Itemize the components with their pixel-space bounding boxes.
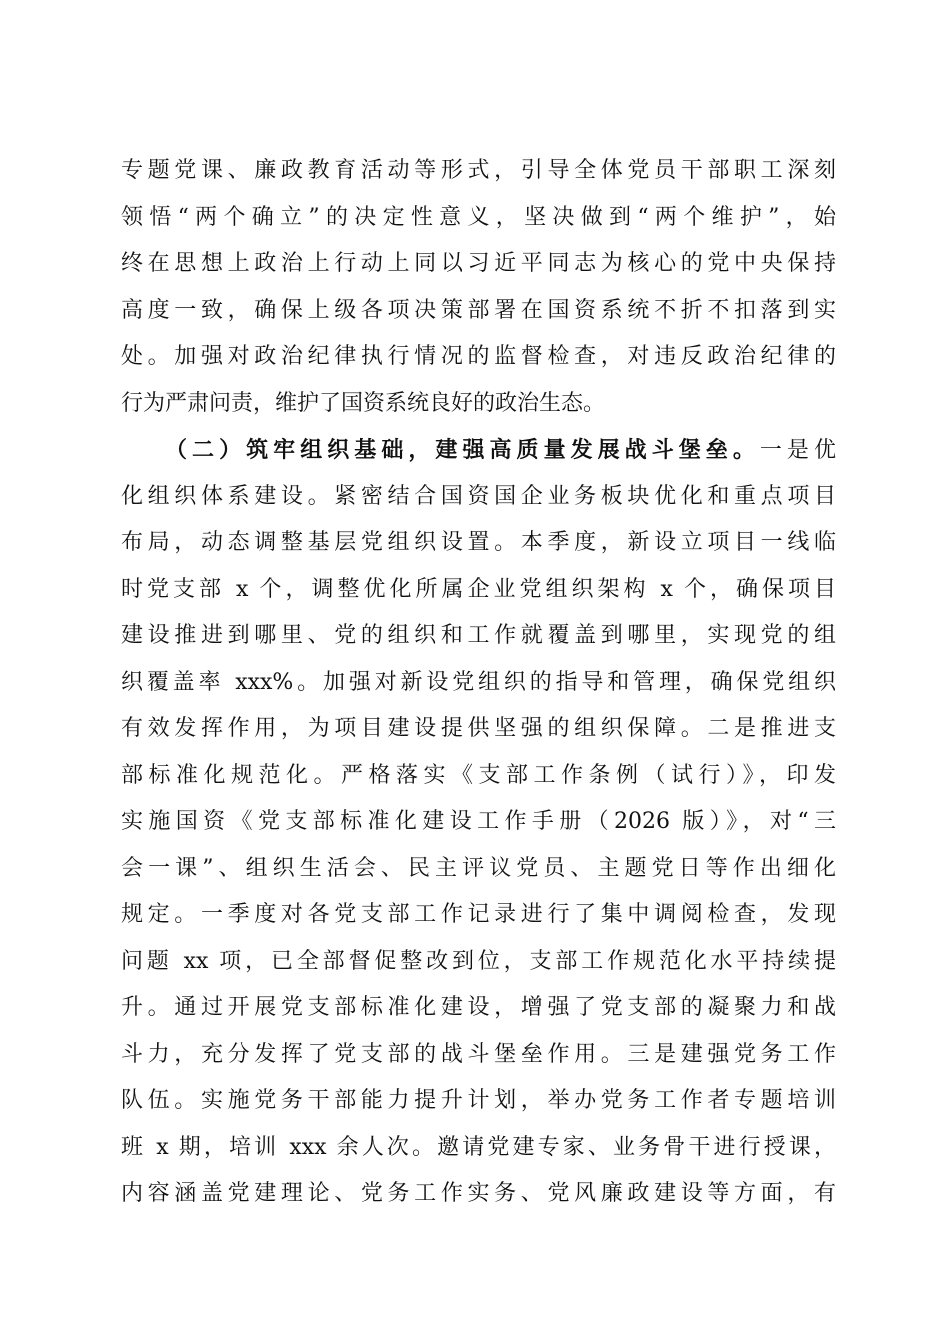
paragraph-line: 内容涵盖党建理论、党务工作实务、党风廉政建设等方面，有 bbox=[121, 1181, 836, 1206]
paragraph-line: 实施国资《党支部标准化建设工作手册（2026 版）》，对“三 bbox=[121, 809, 836, 834]
paragraph-line: 队伍。实施党务干部能力提升计划，举办党务工作者专题培训 bbox=[121, 1088, 836, 1113]
paragraph-line: 化组织体系建设。紧密结合国资国企业务板块优化和重点项目 bbox=[121, 483, 836, 509]
paragraph-line: 终在思想上政治上行动上同以习近平同志为核心的党中央保持 bbox=[121, 251, 836, 276]
paragraph-line: 有效发挥作用，为项目建设提供坚强的组织保障。二是推进支 bbox=[121, 716, 836, 741]
paragraph-line: 建设推进到哪里、党的组织和工作就覆盖到哪里，实现党的组 bbox=[121, 623, 836, 648]
paragraph-line: 织覆盖率 xxx%。加强对新设党组织的指导和管理，确保党组织 bbox=[121, 669, 836, 695]
paragraph-line: 处。加强对政治纪律执行情况的监督检查，对违反政治纪律的 bbox=[121, 344, 836, 369]
paragraph-line: 升。通过开展党支部标准化建设，增强了党支部的凝聚力和战 bbox=[121, 995, 836, 1020]
paragraph-line: 班 x 期，培训 xxx 余人次。邀请党建专家、业务骨干进行授课， bbox=[121, 1134, 836, 1160]
paragraph-line: 布局，动态调整基层党组织设置。本季度，新设立项目一线临 bbox=[121, 530, 836, 555]
paragraph-line: 部标准化规范化。严格落实《支部工作条例（试行）》，印发 bbox=[121, 762, 836, 788]
paragraph-line: 高度一致，确保上级各项决策部署在国资系统不折不扣落到实 bbox=[121, 297, 836, 323]
section-heading: （二）筑牢组织基础，建强高质量发展战斗堡垒。 bbox=[165, 437, 760, 463]
paragraph-line: 专题党课、廉政教育活动等形式，引导全体党员干部职工深刻 bbox=[121, 158, 836, 183]
paragraph-line: 会一课”、组织生活会、民主评议党员、主题党日等作出细化 bbox=[121, 855, 836, 881]
paragraph-line: 斗力，充分发挥了党支部的战斗堡垒作用。三是建强党务工作 bbox=[121, 1041, 836, 1067]
paragraph-line: 时党支部 x 个，调整优化所属企业党组织架构 x 个，确保项目 bbox=[121, 576, 836, 602]
section-heading-line bbox=[121, 427, 836, 474]
paragraph-line: 领悟“两个确立”的决定性意义，坚决做到“两个维护”，始 bbox=[121, 204, 836, 230]
document-body bbox=[121, 148, 836, 1218]
paragraph-line: 行为严肃问责，维护了国资系统良好的政治生态。 bbox=[121, 390, 606, 416]
paragraph-line: 问题 xx 项，已全部督促整改到位，支部工作规范化水平持续提 bbox=[121, 948, 836, 974]
section-first-line-text: 一是优 bbox=[759, 438, 836, 463]
paragraph-line: 规定。一季度对各党支部工作记录进行了集中调阅检查，发现 bbox=[121, 902, 836, 927]
